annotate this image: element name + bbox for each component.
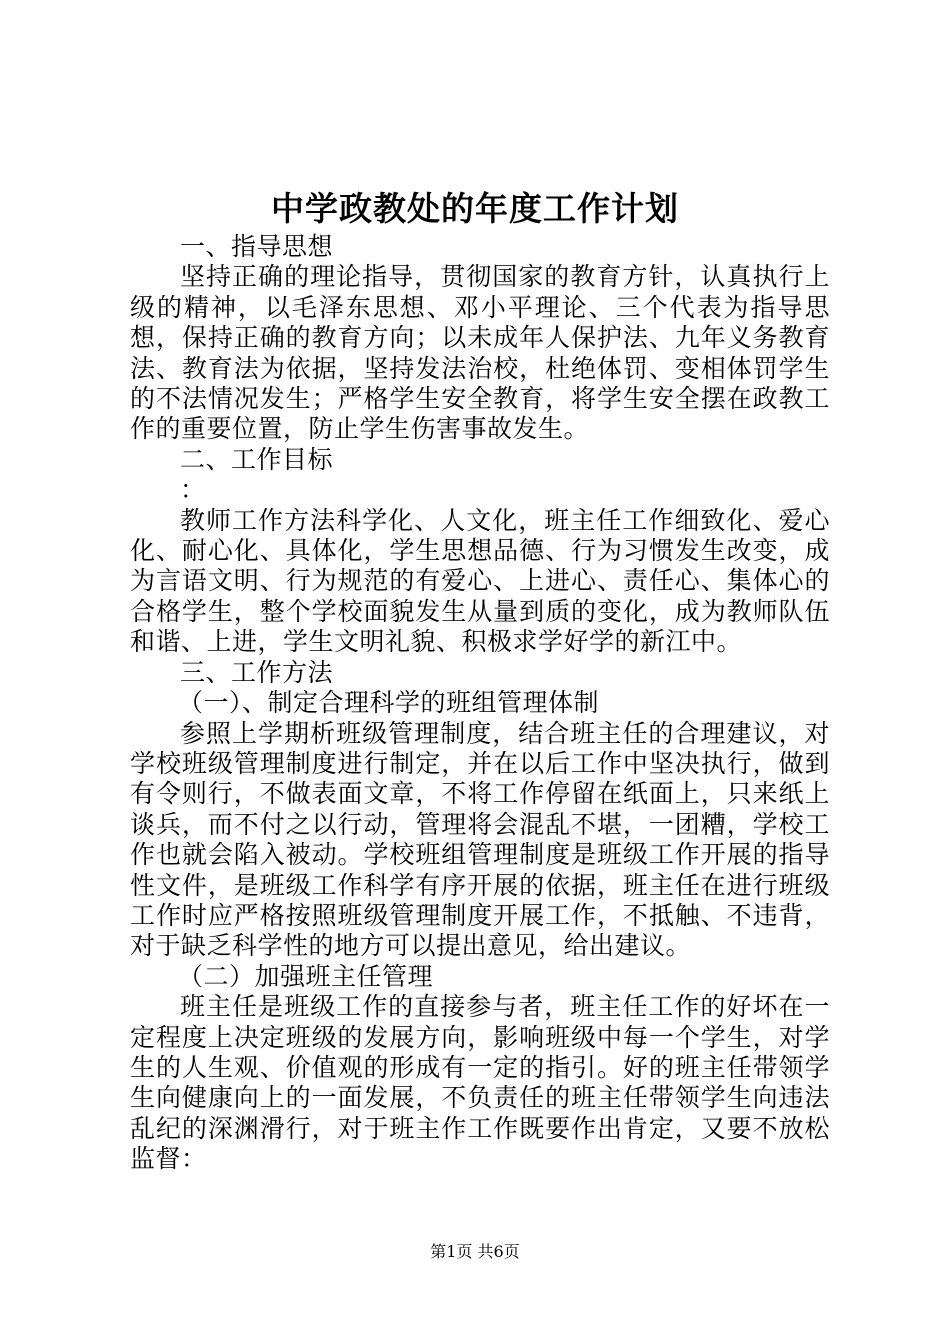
paragraph-work-goals: 教师工作方法科学化、人文化，班主任工作细致化、爱心化、耐心化、具体化，学生思想品德、行为习惯发生改变，成为言语文明、行为规范的有爱心、上进心、责任心、集体心的合格学生，整个学校面貌发生从量到质的变化，成为教师队伍和谐、上进，学生文明礼貌、积极求学好学的新江中。 (130, 505, 830, 657)
paragraph-management-system: 参照上学期析班级管理制度，结合班主任的合理建议，对学校班级管理制度进行制定，并在以后工作中坚决执行，做到有令则行，不做表面文章，不将工作停留在纸面上，只来纸上谈兵，而不付之以行动，管理将会混乱不堪，一团糟，学校工作也就会陷入被动。学校班组管理制度是班级工作开展的指导性文件，是班级工作科学有序开展的依据，班主任在进行班级工作时应严格按照班级管理制度开展工作，不抵触、不违背，对于缺乏科学性的地方可以提出意见，给出建议。 (130, 718, 830, 961)
section-heading-work-methods: 三、工作方法 (180, 657, 334, 687)
document-title: 中学政教处的年度工作计划 (271, 189, 679, 228)
subheading-management-system: （一）、制定合理科学的班组管理体制 (178, 688, 600, 718)
colon-line: ： (180, 475, 206, 505)
subheading-teacher-management: （二）加强班主任管理 (178, 961, 434, 991)
section-heading-work-goals: 二、工作目标 (180, 444, 334, 474)
document-body (130, 232, 830, 1175)
paragraph-guiding-ideology: 坚持正确的理论指导，贯彻国家的教育方针，认真执行上级的精神，以毛泽东思想、邓小平理论、三个代表为指导思想，保持正确的教育方向；以未成年人保护法、九年义务教育法、教育法为依据，坚持发法治校，杜绝体罚、变相体罚学生的不法情况发生；严格学生安全教育，将学生安全摆在政教工作的重要位置，防止学生伤害事故发生。 (130, 262, 830, 444)
paragraph-teacher-management: 班主任是班级工作的直接参与者，班主任工作的好坏在一定程度上决定班级的发展方向，影响班级中每一个学生，对学生的人生观、价值观的形成有一定的指引。好的班主任带领学生向健康向上的一面发展，不负责任的班主任带领学生向违法乱纪的深渊滑行，对于班主作工作既要作出肯定，又要不放松监督： (130, 992, 830, 1174)
page-footer: 第1页 共6页 (430, 1242, 520, 1261)
section-heading-guiding-ideology: 一、指导思想 (180, 232, 334, 261)
